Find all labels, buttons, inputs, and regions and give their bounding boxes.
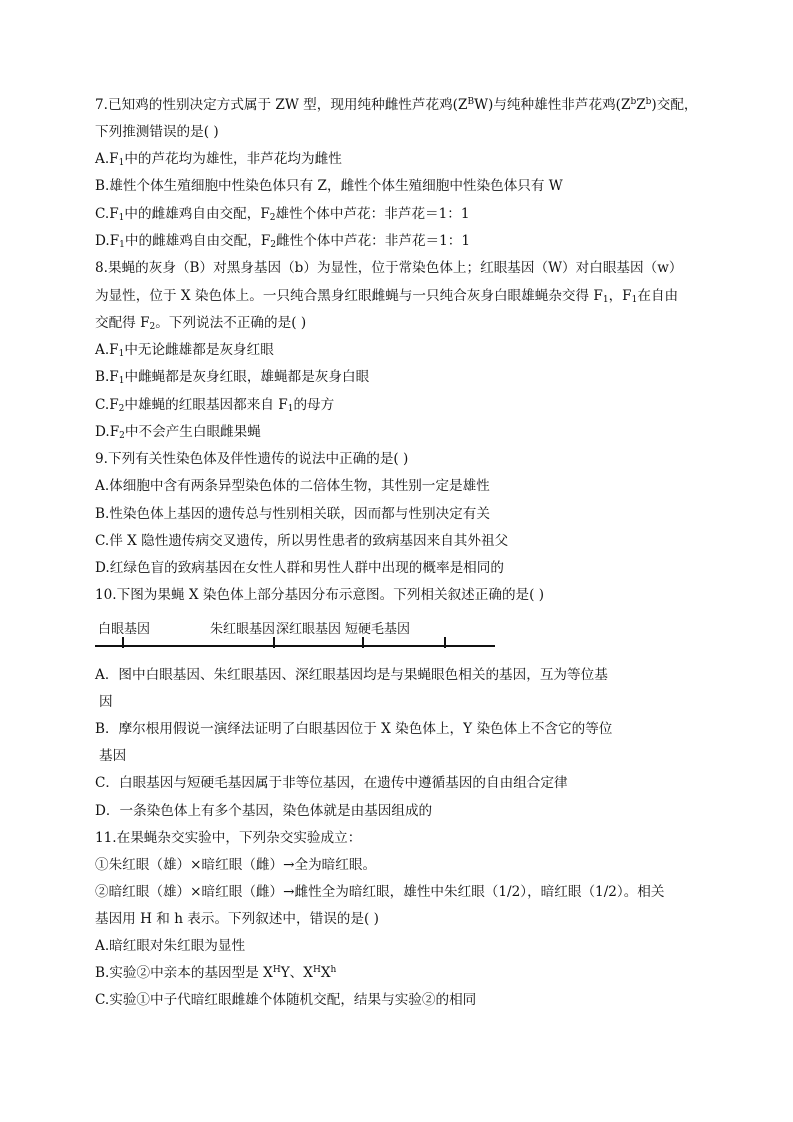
q8-stem-line3 bbox=[95, 314, 306, 332]
q8-stem-text: 交配得 F bbox=[95, 315, 150, 331]
q11-stem: 11.在果蝇杂交实验中，下列杂交实验成立： bbox=[95, 830, 362, 846]
option-text: C.F bbox=[95, 397, 119, 413]
subscript: 1 bbox=[118, 349, 125, 359]
q7-stem-text: W)与纯种雄性非芦花鸡(Z bbox=[474, 97, 631, 113]
subscript: 1 bbox=[118, 158, 125, 168]
option-text: 的母方 bbox=[293, 397, 335, 413]
q8-option-b bbox=[95, 368, 369, 386]
subscript: 2 bbox=[270, 240, 277, 250]
q7-option-d bbox=[95, 232, 470, 250]
gene-label-short-bristle: 短硬毛基因 bbox=[345, 622, 411, 637]
superscript: H bbox=[312, 965, 321, 975]
subscript: 2 bbox=[119, 431, 125, 441]
option-text: B.F bbox=[95, 369, 119, 385]
x-chromosome-diagram bbox=[95, 618, 495, 652]
q8-option-d bbox=[95, 423, 261, 441]
q8-stem-text: 。下列说法不正确的是( ) bbox=[155, 315, 307, 331]
gene-label-dark-red-eye: 深红眼基因 bbox=[276, 622, 342, 637]
subscript: 1 bbox=[287, 404, 294, 414]
subscript: 2 bbox=[269, 213, 276, 223]
superscript: h bbox=[330, 965, 337, 975]
q8-stem-text: 为显性，位于 X 染色体上。一只纯合黑身红眼雌蝇与一只纯合灰身白眼雄蝇杂交得 F bbox=[95, 288, 603, 304]
option-text: 中不会产生白眼雌果蝇 bbox=[124, 424, 261, 440]
q11-option-a: A.暗红眼对朱红眼为显性 bbox=[95, 938, 246, 954]
q8-option-a bbox=[95, 341, 274, 359]
subscript: 2 bbox=[118, 404, 125, 414]
chromosome-line bbox=[95, 645, 495, 647]
superscript: B bbox=[467, 97, 475, 107]
option-text: 雄性个体中芦花：非芦花＝1：1 bbox=[275, 206, 470, 222]
q8-stem-line1: 8.果蝇的灰身（B）对黑身基因（b）为显性，位于常染色体上；红眼基因（W）对白眼基因（w） bbox=[95, 260, 683, 276]
gene-locus-marker bbox=[122, 637, 124, 648]
gene-locus-marker bbox=[362, 637, 364, 648]
option-text: 中的芦花均为雄性，非芦花均为雌性 bbox=[124, 151, 342, 167]
q10-option-d: D．一条染色体上有多个基因，染色体就是由基因组成的 bbox=[95, 803, 433, 819]
q7-option-a bbox=[95, 150, 342, 168]
option-text: 中的雌雄鸡自由交配，F bbox=[124, 233, 271, 249]
subscript: 1 bbox=[118, 376, 125, 386]
q9-option-a: A.体细胞中含有两条异型染色体的二倍体生物，其性别一定是雄性 bbox=[95, 478, 490, 494]
option-text: 雌性个体中芦花：非芦花＝1：1 bbox=[276, 233, 471, 249]
q11-experiment-1: ①朱红眼（雄）×暗红眼（雌）→全为暗红眼。 bbox=[95, 857, 377, 873]
q7-stem-line2: 下列推测错误的是( ) bbox=[95, 124, 219, 140]
subscript: 1 bbox=[631, 295, 638, 305]
gene-label-white-eye: 白眼基因 bbox=[98, 622, 151, 637]
option-text: 中无论雌雄都是灰身红眼 bbox=[124, 342, 274, 358]
subscript: 1 bbox=[119, 240, 125, 250]
option-text: 中雄蝇的红眼基因都来自 F bbox=[124, 397, 288, 413]
q7-stem-line1 bbox=[95, 96, 698, 114]
q9-option-c: C.伴 X 隐性遗传病交叉遗传，所以男性患者的致病基因来自其外祖父 bbox=[95, 533, 509, 549]
q11-option-c: C.实验①中子代暗红眼雌雄个体随机交配，结果与实验②的相同 bbox=[95, 992, 477, 1008]
q8-stem-line2 bbox=[95, 287, 678, 305]
q11-experiment-2-line2: 基因用 H 和 h 表示。下列叙述中，错误的是( ) bbox=[95, 911, 379, 927]
superscript: H bbox=[272, 965, 281, 975]
option-text: D.F bbox=[95, 233, 120, 249]
q7-option-b: B.雄性个体生殖细胞中性染色体只有 Z，雌性个体生殖细胞中性染色体只有 W bbox=[95, 178, 563, 194]
q7-stem-text: 7.已知鸡的性别决定方式属于 ZW 型，现用纯种雌性芦花鸡(Z bbox=[95, 97, 468, 113]
q10-option-a-line1: A．图中白眼基因、朱红眼基因、深红眼基因均是与果蝇眼色相关的基因，互为等位基 bbox=[95, 667, 608, 683]
q11-option-b bbox=[95, 964, 336, 982]
q9-stem: 9.下列有关性染色体及伴性遗传的说法中正确的是( ) bbox=[95, 451, 409, 467]
q8-stem-text: ，F bbox=[608, 288, 632, 304]
q8-option-c bbox=[95, 396, 334, 414]
q10-option-b-line2: 基因 bbox=[99, 748, 127, 764]
option-text: A.F bbox=[95, 342, 119, 358]
option-text: A.F bbox=[95, 151, 119, 167]
option-text: D.F bbox=[95, 424, 120, 440]
q9-option-b: B.性染色体上基因的遗传总与性别相关联，因而都与性别决定有关 bbox=[95, 506, 490, 522]
q10-option-a-line2: 因 bbox=[99, 694, 113, 710]
option-text: 中的雌雄鸡自由交配，F bbox=[124, 206, 270, 222]
q9-option-d: D.红绿色盲的致病基因在女性人群和男性人群中出现的概率是相同的 bbox=[95, 560, 504, 576]
q10-option-c: C．白眼基因与短硬毛基因属于非等位基因，在遗传中遵循基因的自由组合定律 bbox=[95, 775, 568, 791]
q10-stem: 10.下图为果蝇 X 染色体上部分基因分布示意图。下列相关叙述正确的是( ) bbox=[95, 587, 545, 603]
q8-stem-text: 在自由 bbox=[637, 288, 679, 304]
option-text: Y、X bbox=[280, 965, 313, 981]
option-text: C.F bbox=[95, 206, 119, 222]
q7-stem-text: )交配， bbox=[651, 97, 698, 113]
option-text: X bbox=[320, 965, 331, 981]
q10-option-b-line1: B．摩尔根用假说一演绎法证明了白眼基因位于 X 染色体上，Y 染色体上不含它的等位 bbox=[95, 721, 613, 737]
option-text: 中雌蝇都是灰身红眼，雄蝇都是灰身白眼 bbox=[124, 369, 370, 385]
subscript: 2 bbox=[149, 322, 156, 332]
subscript: 1 bbox=[602, 295, 609, 305]
q7-option-c bbox=[95, 205, 470, 223]
q7-stem-text: Z bbox=[636, 97, 646, 113]
gene-label-vermilion-eye: 朱红眼基因 bbox=[210, 622, 276, 637]
q11-experiment-2-line1: ②暗红眼（雄）×暗红眼（雌）→雌性全为暗红眼，雄性中朱红眼（1/2），暗红眼（1/2）。相关 bbox=[95, 884, 665, 900]
subscript: 1 bbox=[118, 213, 125, 223]
gene-locus-marker bbox=[273, 637, 275, 648]
superscript: b bbox=[630, 97, 637, 107]
superscript: b bbox=[645, 97, 652, 107]
option-text: B.实验②中亲本的基因型是 X bbox=[95, 965, 273, 981]
gene-locus-marker bbox=[444, 637, 446, 648]
